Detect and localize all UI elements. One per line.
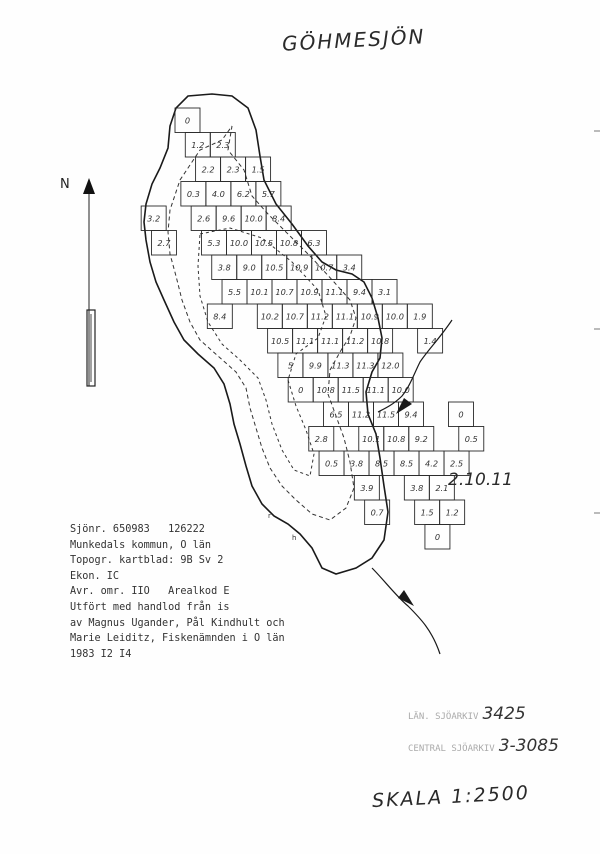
depth-sounding: 10.0 [391,384,410,395]
depth-sounding: 2.2 [201,164,215,175]
depth-sounding: 2.3 [226,164,240,175]
depth-sounding: 10.0 [385,311,404,322]
depth-sounding: 3.4 [342,262,356,273]
depth-sounding: 2.6 [197,213,211,224]
depth-sounding: 10.9 [290,262,309,273]
depth-sounding: 0 [434,531,441,542]
depth-sounding: 0 [184,115,191,126]
depth-sounding: 2.8 [314,433,328,444]
depth-sounding: 5.3 [207,237,221,248]
depth-sounding: 2.1 [435,482,449,493]
depth-sounding: 3.8 [350,458,364,469]
depth-sounding: 5.7 [261,188,275,199]
depth-sounding: 10.5 [265,262,284,273]
depth-sounding: 0 [458,409,464,420]
depth-sounding: 11.2 [351,409,371,420]
scale-label: SKALA 1:2500 [371,781,531,813]
depth-sounding: 10.8 [387,433,406,444]
outlet-stream [372,568,440,654]
marker-h: h [292,534,297,542]
depth-sounding: 10.0 [229,237,249,248]
depth-sounding: 2.3 [216,139,230,150]
depth-sounding: 3.9 [360,482,374,493]
depth-sounding: 0.5 [464,433,478,444]
north-label: N [60,177,70,192]
depth-sounding: 1.5 [420,507,434,518]
scan-edge-mark [594,512,600,514]
depth-sounding: 10.7 [285,311,304,322]
depth-sounding: 0 [298,384,304,395]
county-archive-stamp [408,704,526,724]
survey-grid [141,108,484,549]
depth-sounding: 8.4 [213,311,227,322]
archive-label: CENTRAL SJÖARKIV [408,744,495,754]
depth-sounding: 11.1 [320,335,340,346]
depth-sounding: 9.9 [308,360,322,371]
date-annotation: 2.10.11 [448,470,513,490]
depth-sounding: 6.3 [307,237,321,248]
depth-sounding: 10.1 [250,286,269,297]
depth-sounding: 10.9 [360,311,379,322]
info-line: Marie Leiditz, Fiskenämnden i O län [70,633,285,645]
depth-sounding: 10.5 [270,335,290,346]
depth-sounding: 4.2 [425,458,439,469]
info-line: Munkedals kommun, O län [70,539,212,551]
depth-sounding: 2.7 [157,237,171,248]
depth-sounding: 9.6 [222,213,236,224]
depth-sounding: 11.1 [295,335,315,346]
depth-sounding: 10.1 [362,433,381,444]
scan-edge-mark [594,328,600,330]
depth-sounding: 8.4 [272,213,286,224]
depth-sounding: 5.5 [228,286,242,297]
depth-sounding: 11.2 [310,311,329,322]
depth-sounding: 8.5 [400,458,414,469]
depth-sounding: 1.2 [445,507,459,518]
depth-sounding: 3.8 [217,262,231,273]
archive-label: LÄN. SJÖARKIV [408,712,479,722]
info-line: Ekon. IC [70,570,120,582]
depth-sounding: 5 [287,360,294,371]
depth-sounding: 10.2 [260,311,279,322]
info-line: av Magnus Ugander, Pål Kindhult och [70,617,285,629]
info-line: Topogr. kartblad: 9B Sv 2 [70,555,224,567]
info-line: Utfört med handlod från is [70,601,230,613]
depth-sounding: 9.2 [414,433,428,444]
depth-sounding: 0.5 [325,458,339,469]
survey-info-block [70,522,285,662]
depth-sounding: 9.4 [353,286,367,297]
depth-sounding: 11.1 [335,311,354,322]
depth-sounding: 4.0 [211,188,225,199]
depth-sounding: 10.8 [279,237,299,248]
depth-sounding: 3.2 [147,213,161,224]
marker-r: r [268,512,271,520]
depth-sounding: 11.2 [345,335,365,346]
depth-sounding: 3.1 [378,286,392,297]
archive-number: 3425 [482,704,526,724]
depth-sounding: 1.5 [251,164,265,175]
depth-sounding: 10.0 [244,213,263,224]
depth-sounding: 10.9 [300,286,319,297]
depth-sounding: 1.2 [191,139,205,150]
archive-number: 3-3085 [498,736,559,756]
info-line: Avr. omr. IIO Arealkod E [70,586,230,598]
depth-sounding: 3.8 [410,482,424,493]
depth-sounding: 11.5 [341,384,360,395]
lake-name-title: GÖHMESJÖN [281,24,426,56]
depth-sounding: 10.7 [275,286,294,297]
depth-sounding: 11.5 [376,409,396,420]
depth-sounding: 9.4 [404,409,418,420]
depth-sounding: 9.0 [242,262,256,273]
depth-sounding: 0.3 [186,188,200,199]
depth-sounding: 1.9 [413,311,427,322]
depth-sounding: 1.4 [423,335,437,346]
depth-sounding: 10.8 [370,335,390,346]
central-archive-stamp [408,736,559,756]
depth-sounding: 11.1 [325,286,344,297]
depth-sounding: 11.3 [356,360,375,371]
depth-sounding: 10.7 [315,262,334,273]
depth-sounding: 12.0 [381,360,400,371]
north-arrow-head [83,178,95,194]
depth-sounding: 6.5 [329,409,343,420]
depth-sounding: 10.8 [316,384,335,395]
depth-sounding: 8.5 [375,458,389,469]
info-line: 1983 I2 I4 [70,648,132,660]
depth-sounding: 2.5 [450,458,464,469]
info-line: Sjönr. 650983 126222 [70,524,205,535]
depth-sounding: 0.7 [370,507,384,518]
depth-sounding: 11.3 [331,360,350,371]
depth-sounding: 11.1 [366,384,385,395]
depth-sounding: 10.5 [254,237,274,248]
depth-sounding: 6.2 [236,188,250,199]
lake-shoreline [144,94,388,574]
scan-edge-mark [594,130,600,132]
